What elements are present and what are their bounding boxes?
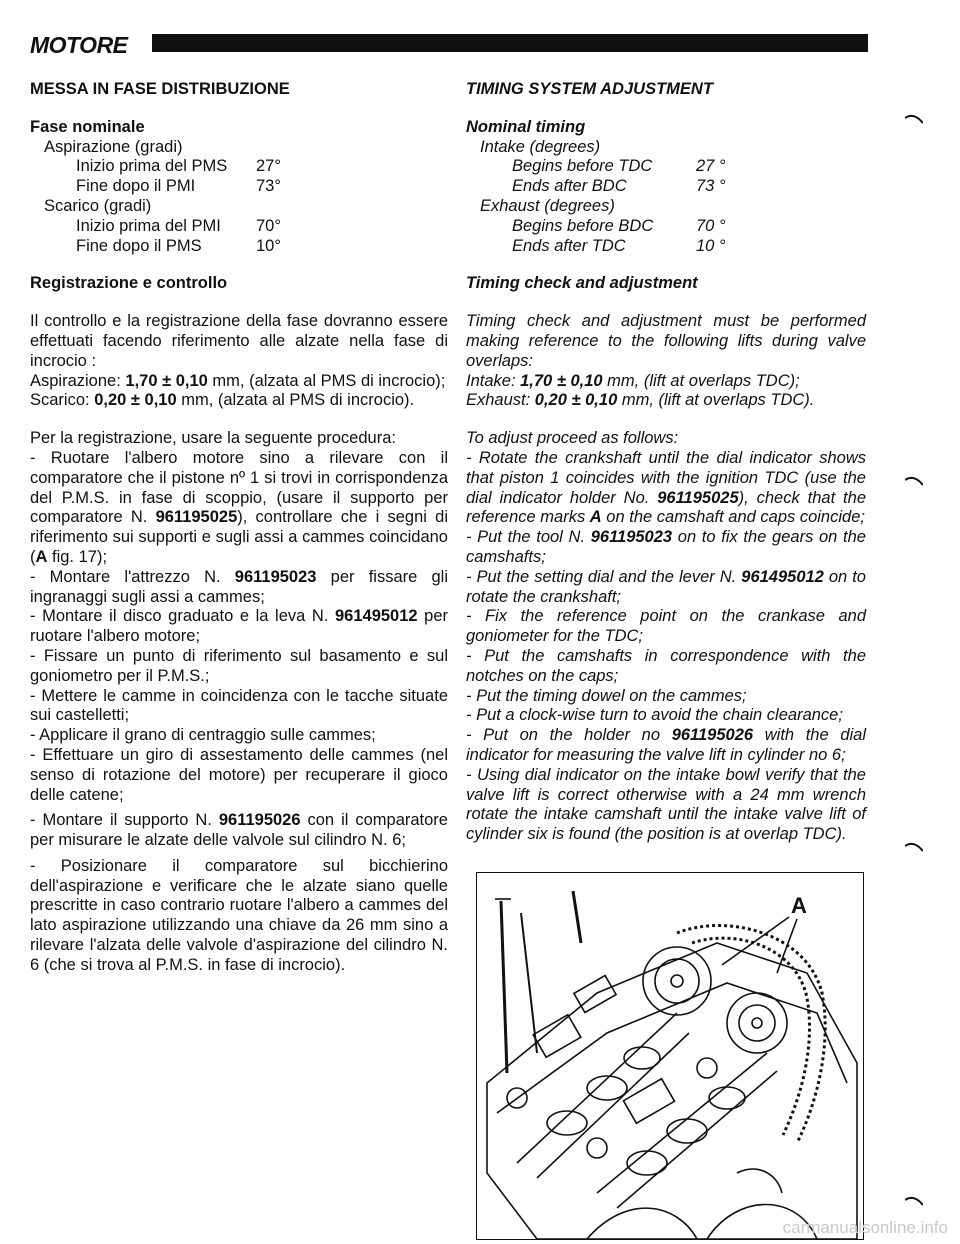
timing-value: 70° <box>256 216 281 235</box>
header-bar <box>152 34 868 52</box>
timing-value: 10° <box>256 236 281 255</box>
italian-nominal-title: Fase nominale <box>30 117 145 136</box>
timing-label: Fine dopo il PMS <box>76 236 202 255</box>
timing-value: 70 ° <box>696 216 726 235</box>
timing-row <box>30 217 448 237</box>
italian-check-title: Registrazione e controllo <box>30 274 228 293</box>
italian-heading: MESSA IN FASE DISTRIBUZIONE <box>30 80 290 98</box>
english-exhaust-spec: Exhaust: 0,20 ± 0,10 mm, (lift at overlaps TDC). <box>466 391 815 410</box>
italian-intake-label: Aspirazione (gradi) <box>44 137 183 156</box>
timing-row <box>30 157 448 177</box>
timing-label: Begins before TDC <box>512 157 653 176</box>
english-column <box>466 80 866 845</box>
timing-value: 73 ° <box>696 177 726 196</box>
margin-mark-icon <box>905 114 923 124</box>
english-check-title: Timing check and adjustment <box>466 274 698 293</box>
english-procedure-intro: To adjust proceed as follows: <box>466 429 679 448</box>
english-intro-paragraph: Timing check and adjustment must be performed making reference to the following lifts during valve overlaps: <box>466 312 866 370</box>
italian-exhaust-spec: Scarico: 0,20 ± 0,10 mm, (alzata al PMS di incrocio). <box>30 391 415 410</box>
timing-row <box>466 217 866 237</box>
section-title: MOTORE <box>30 32 128 58</box>
italian-step: - Fissare un punto di riferimento sul basamento e sul goniometro per il P.M.S.; <box>30 646 448 685</box>
margin-mark-icon <box>905 842 923 852</box>
english-step: - Put the setting dial and the lever N. 961495012 on to rotate the crankshaft; <box>466 567 866 606</box>
timing-row <box>30 177 448 197</box>
timing-label: Ends after BDC <box>512 177 627 196</box>
figure-label-a: A <box>791 893 807 918</box>
italian-step: - Montare l'attrezzo N. 961195023 per fissare gli ingranaggi sugli assi a cammes; <box>30 567 448 606</box>
english-step: - Put the timing dowel on the cammes; <box>466 686 747 705</box>
timing-row <box>466 177 866 197</box>
italian-step: - Ruotare l'albero motore sino a rilevare con il comparatore che il pistone nº 1 si trovi in corrispondenza del P.M.S. in fase di scoppio, (usare il supporto per comparatore N. 961195025), controllare che i segni di riferimento sui supporti e sugli assi a cammes coincidano (A fig. 17); <box>30 448 448 566</box>
english-heading: TIMING SYSTEM ADJUSTMENT <box>466 80 713 98</box>
timing-label: Begins before BDC <box>512 216 654 235</box>
english-step: - Put the camshafts in correspondence with the notches on the caps; <box>466 646 866 685</box>
engine-figure <box>476 872 864 1240</box>
timing-row <box>30 237 448 257</box>
english-step: - Using dial indicator on the intake bowl verify that the valve lift is correct otherwise with a 24 mm wrench rotate the intake camshaft until the intake valve lift of cylinder six is found (the position is at overlap TDC). <box>466 765 866 844</box>
timing-value: 27° <box>256 157 281 176</box>
english-step: - Fix the reference point on the crankase and goniometer for the TDC; <box>466 607 866 646</box>
english-step: - Put a clock-wise turn to avoid the chain clearance; <box>466 706 843 725</box>
english-step: - Put on the holder no 961195026 with the dial indicator for measuring the valve lift in cylinder no 6; <box>466 726 867 764</box>
timing-row <box>466 157 866 177</box>
timing-label: Inizio prima del PMS <box>76 157 228 176</box>
italian-step: - Effettuare un giro di assestamento delle cammes (nel senso di rotazione del motore) per recuperare il gioco delle catene; <box>30 745 448 804</box>
italian-procedure-intro: Per la registrazione, usare la seguente procedura: <box>30 429 396 448</box>
italian-exhaust-label: Scarico (gradi) <box>44 196 152 215</box>
page-header <box>30 30 868 58</box>
margin-mark-icon <box>905 1196 923 1206</box>
english-exhaust-label: Exhaust (degrees) <box>480 196 615 215</box>
timing-label: Inizio prima del PMI <box>76 216 221 235</box>
engine-drawing <box>477 873 863 1239</box>
english-nominal-title: Nominal timing <box>466 117 586 136</box>
english-intake-spec: Intake: 1,70 ± 0,10 mm, (lift at overlaps TDC); <box>466 371 800 390</box>
timing-label: Ends after TDC <box>512 236 626 255</box>
italian-column <box>30 80 448 976</box>
english-step: - Put the tool N. 961195023 on to fix the gears on the camshafts; <box>466 528 866 566</box>
italian-intake-spec: Aspirazione: 1,70 ± 0,10 mm, (alzata al PMS di incrocio); <box>30 371 446 390</box>
timing-label: Fine dopo il PMI <box>76 177 196 196</box>
margin-mark-icon <box>905 476 923 486</box>
timing-value: 27 ° <box>696 157 726 176</box>
watermark: carmanualsonline.info <box>782 1218 948 1237</box>
italian-step: - Montare il disco graduato e la leva N. 961495012 per ruotare l'albero motore; <box>30 607 449 646</box>
italian-intro-paragraph: Il controllo e la registrazione della fase dovranno essere effettuati facendo riferimento alle alzate nella fase di incrocio : <box>30 312 448 370</box>
timing-value: 10 ° <box>696 236 726 255</box>
english-intake-label: Intake (degrees) <box>480 137 601 156</box>
english-step: - Rotate the crankshaft until the dial indicator shows that piston 1 coincides with the ignition TDC (use the dial indicator holder No. 961195025), check that the reference marks A on the camshaft and caps coincide; <box>466 448 866 527</box>
italian-step: - Mettere le camme in coincidenza con le tacche situate sui castelletti; <box>30 686 448 725</box>
timing-row <box>466 237 866 257</box>
italian-step: - Posizionare il comparatore sul bicchierino dell'aspirazione e verificare che le alzate siano quelle prescritte in caso contrario ruotare l'albero a cammes del lato aspirazione utilizzando una chiave da 26 mm sino a rilevare l'alzata delle valvole d'aspirazione del cilindro N. 6 (che si trova al P.M.S. in fase di incrocio). <box>30 856 448 974</box>
italian-step: - Montare il supporto N. 961195026 con il comparatore per misurare le alzate delle valvole sul cilindro N. 6; <box>30 811 448 850</box>
timing-value: 73° <box>256 177 281 196</box>
italian-step: - Applicare il grano di centraggio sulle cammes; <box>30 726 376 745</box>
